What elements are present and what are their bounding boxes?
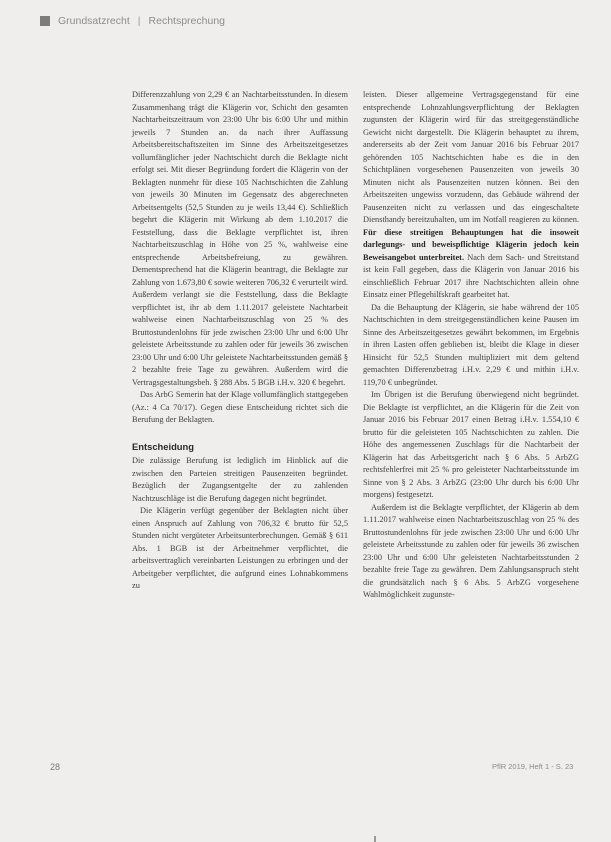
running-header — [40, 12, 225, 30]
left-paragraph-2: Das ArbG Semerin hat der Klage vollumfänglich stattgegeben (Az.: 4 Ca 70/17). Gegen diese Entscheidung richtet sich die Berufung der Beklagten. — [132, 390, 348, 424]
right-column — [363, 89, 579, 602]
right-paragraph-1 — [363, 89, 579, 302]
right-paragraph-1-tail: Nach dem Sach- und Streitstand ist kein Fall gegeben, dass die Klägerin von Januar 2016 bis einschließlich Februar 2017 ihre Nachtschichten allein ohne Einsatz einer Pflegehilfskraft gearbeitet hat. — [363, 252, 579, 299]
scan-mark — [374, 836, 376, 842]
left-paragraph-4: Die Klägerin verfügt gegenüber der Beklagten nicht über einen Anspruch auf Zahlung von 706,32 € brutto für 52,5 Stunden nicht vergüteter Arbeitsunterbrechungen. Gemäß § 611 Abs. 1 BGB ist der Arbeitnehmer verpflichtet, die arbeitsvertraglich vereinbarten Leistungen zu erbringen und der Arbeitgeber verpflichtet, die aufgrund eines Lohnabkommens zu — [132, 506, 348, 590]
right-paragraph-4: Außerdem ist die Beklagte verpflichtet, der Klägerin ab dem 1.11.2017 wahlweise einen Nachtarbeitszuschlag von 25 % des Bruttostundenlohns für jede zwischen 23:00 Uhr und 6:00 Uhr geleistete Arbeitsstunde zu zahlen oder für jeweils 36 zwischen 23:00 Uhr und 6:00 Uhr geleisteten Nachtarbeitsstunden 2 bezahlte freie Tage zu gewähren. Dem Zahlungsanspruch steht die grundsätzlich nach § 6 Abs. 5 ArbZG vorgesehene Wahlmöglichkeit zugunste- — [363, 502, 579, 599]
header-section: Grundsatzrecht — [58, 15, 130, 27]
header-separator: | — [137, 15, 141, 27]
right-paragraph-1-text: leisten. Dieser allgemeine Vertragsgegenstand für eine entsprechende Lohnzahlungsverpflichtung der Beklagten zugunsten der Klägerin wird für das streitgegenständliche Gewicht nicht dargestellt. Die Klägerin behauptet zu ihrem, andererseits ab der Zeit vom Januar 2016 bis Februar 2017 gehörenden 105 Nachtschichten habe es die in den Schichtplänen vorgesehenen Pausenzeiten von jeweils 30 Minuten nicht als Pausenzeiten nutzen können. Bei den Arbeitszeiten ungewiss vorzudenn, das Gebäude während der Pausenzeiten nicht zu verlassen und das eingeschaltete Diensthandy bereitzuhalten, um im Notfall reagieren zu können. — [363, 90, 579, 224]
right-paragraph-3: Im Übrigen ist die Berufung überwiegend nicht begründet. Die Beklagte ist verpflichtet, an die Klägerin für die Zeit von Januar 2016 bis Februar 2017 einen Betrag i.H.v. 1.554,10 € brutto für die geleisteten 105 Nachtschichten zu zahlen. Die Höhe des angemessenen Zuschlags für die Nachtarbeit der Klägerin hat das Arbeitsgericht nach § 6 Abs. 5 ArbZG rechtsfehlerfrei mit 25 % pro geleisteter Nachtarbeitsstunde im Sinne von § 2 Abs. 3 ArbZG (23:00 Uhr durch bis 6:00 Uhr morgens) festgesetzt. — [363, 390, 579, 499]
left-column — [132, 89, 348, 593]
right-paragraph-2: Da die Behauptung der Klägerin, sie habe während der 105 Nachtschichten in dem streitgegenständlichen keine Pausen im Sinne des Arbeitszeitgesetzes gewährt bekommen, im Ergebnis in ihren Lasten offen geblieben ist, bleibt die Klage in dieser Hinsicht für 52,5 Stunden multipliziert mit dem geltend gemachten Differenzbetrag i.H.v. 2,29 € und mithin i.H.v. 119,70 € unbegründet. — [363, 302, 579, 387]
left-paragraph-1: Differenzzahlung von 2,29 € an Nachtarbeitsstunden. In diesem Zusammenhang trägt die Klägerin vor, Schicht den gesamten Nachtarbeitszeitraum von 23:00 Uhr bis 6:00 Uhr und mithin jeweils 7 Stunden an. da nach ihrer Auffassung Arbeitsbereitschaftszeiten im Sinne des Arbeitszeitgesetzes vollumfänglicher jeder Nachtschicht durch die Beklagte nicht erfolgt sei. Mit dieser Begründung fordert die Klägerin von der Beklagten nunmehr für diese 105 Nachtschichten die Zahlung von jeweils 30 Minuten im Gegensatz des abgerechneten Arbeitsentgelts (52,5 Stunden zu je weils 13,44 €). Schließlich begehrt die Klägerin mit Wirkung ab dem 1.10.2017 die Feststellung, dass die Beklagte verpflichtet ist, ihren Nachtarbeitszuschlag in Höhe von 25 %, wahlweise eine entsprechende Arbeitsbefreiung, zu gewähren. Dementsprechend hat die Klägerin beantragt, die Beklagte zur Zahlung von 1.673,80 € sowie weiteren 706,32 € verurteilt wird. Außerdem verlangt sie die Feststellung, dass die Beklagte verpflichtet ist, ihr ab dem 1.11.2017 geleistete Nachtarbeit wahlweise einen Nachtarbeitszuschlag von 25 % des Bruttostundenlohns für jede zwischen 23:00 Uhr und 6:00 Uhr geleistete Arbeitsstunde zu zahlen oder für jeweils 36 zwischen 23:00 Uhr und 6:00 Uhr geleistete Nachtarbeitsstunden gemäß § 2 bezahlte freie Tage zu gewähren. Außerdem wird die Vertragsgestaltungsbeh. § 288 Abs. 5 BGB i.H.v. 320 € begehrt. — [132, 90, 348, 387]
right-paragraph-1-bold: Für diese streitigen Behauptungen hat die insoweit darlegungs- und beweispflichtige Klägerin jedoch kein Beweisangebot unterbreitet. — [363, 227, 579, 262]
header-subsection: Rechtsprechung — [148, 15, 225, 27]
section-heading-entscheidung: Entscheidung — [132, 440, 194, 452]
section-marker — [40, 16, 50, 26]
page-number: 28 — [50, 762, 61, 772]
left-paragraph-3: Die zulässige Berufung ist lediglich im Hinblick auf die zwischen den Parteien streitigen Pausenzeiten begründet. Bezüglich der Zugangsentgelte der zu zahlenden Nachtzuschläge ist die Berufung dagegen nicht begründet. — [132, 456, 348, 503]
footer-citation: PflR 2019, Heft 1 - S. 23 — [492, 762, 574, 771]
